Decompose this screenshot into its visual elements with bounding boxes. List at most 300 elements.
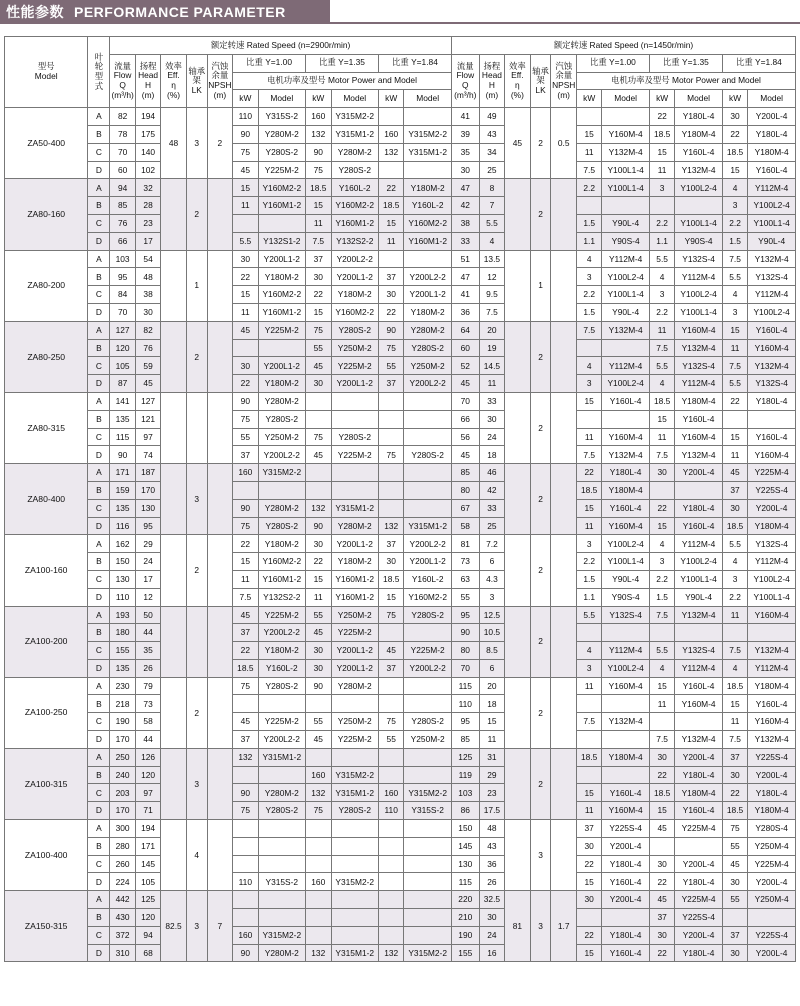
kw-2900: 22 bbox=[233, 535, 258, 553]
bearing-2900: 2 bbox=[186, 321, 207, 392]
model-name: ZA150-315 bbox=[5, 891, 88, 962]
kw-2900: 75 bbox=[306, 802, 331, 820]
motor-model-1450: Y200L-4 bbox=[748, 499, 796, 517]
motor-model-1450: Y112M-4 bbox=[602, 250, 649, 268]
header-rated-1450: 额定转速 Rated Speed (n=1450r/min) bbox=[451, 37, 795, 55]
impeller-letter: B bbox=[88, 909, 110, 927]
kw-2900: 110 bbox=[233, 108, 258, 126]
kw-2900: 132 bbox=[306, 944, 331, 962]
kw-1450: 30 bbox=[649, 855, 674, 873]
eff-1450 bbox=[505, 606, 530, 677]
kw-1450: 5.5 bbox=[649, 642, 674, 660]
kw-1450: 1.1 bbox=[576, 232, 601, 250]
motor-model-2900: Y160M1-2 bbox=[258, 303, 305, 321]
motor-model-1450 bbox=[602, 695, 649, 713]
kw-1450: 3 bbox=[649, 286, 674, 304]
impeller-letter: C bbox=[88, 926, 110, 944]
kw-2900: 132 bbox=[306, 125, 331, 143]
header-kw: kW bbox=[576, 90, 601, 108]
flow-1450: 45 bbox=[451, 446, 479, 464]
kw-1450: 15 bbox=[649, 410, 674, 428]
kw-2900: 22 bbox=[306, 286, 331, 304]
kw-2900: 45 bbox=[306, 446, 331, 464]
motor-model-1450: Y132S-4 bbox=[748, 268, 796, 286]
motor-model-2900: Y280M-2 bbox=[258, 392, 305, 410]
kw-1450 bbox=[649, 713, 674, 731]
motor-model-1450: Y180L-4 bbox=[748, 784, 796, 802]
npsh-2900: 7 bbox=[207, 891, 232, 962]
motor-model-1450: Y200L-4 bbox=[748, 766, 796, 784]
head-2900: 48 bbox=[135, 268, 160, 286]
head-1450: 7.5 bbox=[479, 303, 504, 321]
flow-1450: 70 bbox=[451, 392, 479, 410]
bearing-1450: 2 bbox=[530, 179, 551, 250]
impeller-letter: A bbox=[88, 108, 110, 126]
flow-1450: 41 bbox=[451, 286, 479, 304]
kw-1450 bbox=[576, 410, 601, 428]
motor-model-2900: Y180M-2 bbox=[258, 375, 305, 393]
npsh-2900 bbox=[207, 820, 232, 891]
kw-2900: 37 bbox=[378, 659, 403, 677]
head-2900: 125 bbox=[135, 891, 160, 909]
motor-model-1450: Y225M-4 bbox=[748, 464, 796, 482]
kw-1450: 45 bbox=[722, 464, 747, 482]
kw-1450 bbox=[649, 197, 674, 215]
motor-model-1450 bbox=[748, 624, 796, 642]
impeller-letter: D bbox=[88, 303, 110, 321]
flow-1450: 60 bbox=[451, 339, 479, 357]
motor-model-2900: Y280M-2 bbox=[331, 677, 378, 695]
motor-model-2900: Y315M1-2 bbox=[404, 517, 451, 535]
motor-model-1450 bbox=[602, 339, 649, 357]
motor-model-2900: Y280S-2 bbox=[331, 161, 378, 179]
motor-model-1450: Y180M-4 bbox=[675, 784, 722, 802]
kw-1450: 37 bbox=[649, 909, 674, 927]
impeller-letter: D bbox=[88, 731, 110, 749]
impeller-letter: B bbox=[88, 481, 110, 499]
kw-2900: 45 bbox=[233, 713, 258, 731]
flow-2900: 76 bbox=[110, 214, 135, 232]
title-cn: 性能参数 bbox=[6, 4, 64, 20]
table-row bbox=[5, 624, 796, 642]
motor-model-2900: Y200L2-2 bbox=[258, 731, 305, 749]
motor-model-2900: Y132S2-2 bbox=[331, 232, 378, 250]
motor-model-1450: Y160L-4 bbox=[748, 428, 796, 446]
kw-1450: 11 bbox=[649, 161, 674, 179]
motor-model-2900: Y180M-2 bbox=[258, 268, 305, 286]
kw-1450: 30 bbox=[722, 766, 747, 784]
kw-2900: 15 bbox=[306, 570, 331, 588]
kw-2900: 75 bbox=[233, 517, 258, 535]
flow-2900: 280 bbox=[110, 837, 135, 855]
flow-2900: 193 bbox=[110, 606, 135, 624]
motor-model-1450: Y180L-4 bbox=[748, 125, 796, 143]
kw-2900 bbox=[306, 481, 331, 499]
head-2900: 82 bbox=[135, 321, 160, 339]
kw-2900: 18.5 bbox=[378, 197, 403, 215]
motor-model-2900: Y200L1-2 bbox=[258, 250, 305, 268]
motor-model-2900 bbox=[404, 855, 451, 873]
motor-model-1450: Y132M-4 bbox=[675, 161, 722, 179]
kw-2900: 90 bbox=[233, 392, 258, 410]
motor-model-2900: Y160M2-2 bbox=[258, 286, 305, 304]
header-npsh-1450: 汽蚀余量 NPSH (m) bbox=[551, 54, 576, 107]
kw-2900: 30 bbox=[233, 357, 258, 375]
table-row bbox=[5, 517, 796, 535]
motor-model-2900 bbox=[404, 820, 451, 838]
head-2900: 29 bbox=[135, 535, 160, 553]
impeller-letter: A bbox=[88, 321, 110, 339]
kw-1450: 15 bbox=[649, 143, 674, 161]
motor-model-2900: Y160L-2 bbox=[404, 570, 451, 588]
kw-1450: 7.5 bbox=[576, 321, 601, 339]
motor-model-2900: Y280S-2 bbox=[404, 339, 451, 357]
kw-1450: 7.5 bbox=[649, 731, 674, 749]
motor-model-1450: Y132S-4 bbox=[602, 606, 649, 624]
header-rated-2900: 额定转速 Rated Speed (n=2900r/min) bbox=[110, 37, 452, 55]
motor-model-1450: Y132M-4 bbox=[675, 339, 722, 357]
motor-model-2900: Y160L-2 bbox=[331, 179, 378, 197]
kw-1450: 11 bbox=[722, 606, 747, 624]
kw-2900: 160 bbox=[233, 926, 258, 944]
kw-1450: 45 bbox=[649, 891, 674, 909]
motor-model-2900 bbox=[258, 695, 305, 713]
eff-2900 bbox=[161, 179, 186, 250]
npsh-1450 bbox=[551, 464, 576, 535]
npsh-2900 bbox=[207, 321, 232, 392]
kw-1450: 22 bbox=[722, 392, 747, 410]
flow-2900: 103 bbox=[110, 250, 135, 268]
head-2900: 28 bbox=[135, 197, 160, 215]
motor-model-1450: Y100L1-4 bbox=[748, 214, 796, 232]
flow-2900: 170 bbox=[110, 802, 135, 820]
head-1450: 12 bbox=[479, 268, 504, 286]
kw-2900: 15 bbox=[306, 197, 331, 215]
header-bearing-1450: 轴承架 LK bbox=[530, 54, 551, 107]
motor-model-1450: Y225M-4 bbox=[675, 820, 722, 838]
impeller-letter: C bbox=[88, 357, 110, 375]
model-name: ZA80-250 bbox=[5, 321, 88, 392]
bearing-2900: 2 bbox=[186, 179, 207, 250]
head-2900: 171 bbox=[135, 837, 160, 855]
npsh-1450 bbox=[551, 606, 576, 677]
flow-1450: 39 bbox=[451, 125, 479, 143]
kw-1450: 22 bbox=[649, 108, 674, 126]
motor-model-2900 bbox=[331, 837, 378, 855]
table-row bbox=[5, 837, 796, 855]
table-row bbox=[5, 286, 796, 304]
kw-2900: 75 bbox=[378, 339, 403, 357]
kw-1450 bbox=[576, 766, 601, 784]
motor-model-1450: Y180L-4 bbox=[675, 766, 722, 784]
kw-1450: 22 bbox=[649, 873, 674, 891]
head-2900: 170 bbox=[135, 481, 160, 499]
motor-model-2900: Y250M-2 bbox=[331, 606, 378, 624]
motor-model-2900 bbox=[404, 410, 451, 428]
kw-1450: 30 bbox=[649, 926, 674, 944]
kw-1450: 4 bbox=[722, 179, 747, 197]
motor-model-2900: Y180M-2 bbox=[404, 303, 451, 321]
kw-1450: 4 bbox=[576, 250, 601, 268]
kw-2900: 132 bbox=[306, 784, 331, 802]
motor-model-2900: Y280S-2 bbox=[258, 677, 305, 695]
kw-1450: 7.5 bbox=[722, 731, 747, 749]
motor-model-2900: Y200L1-2 bbox=[331, 642, 378, 660]
motor-model-2900 bbox=[258, 766, 305, 784]
impeller-letter: D bbox=[88, 446, 110, 464]
head-2900: 121 bbox=[135, 410, 160, 428]
kw-2900 bbox=[378, 891, 403, 909]
head-1450: 49 bbox=[479, 108, 504, 126]
kw-1450 bbox=[722, 909, 747, 927]
impeller-letter: A bbox=[88, 464, 110, 482]
motor-model-2900: Y250M-2 bbox=[404, 357, 451, 375]
flow-1450: 45 bbox=[451, 375, 479, 393]
motor-model-2900: Y160L-2 bbox=[258, 659, 305, 677]
motor-model-2900 bbox=[331, 410, 378, 428]
motor-model-1450: Y100L1-4 bbox=[675, 214, 722, 232]
table-row bbox=[5, 766, 796, 784]
kw-2900: 90 bbox=[306, 143, 331, 161]
kw-2900: 30 bbox=[306, 268, 331, 286]
motor-model-2900 bbox=[331, 820, 378, 838]
motor-model-1450: Y180L-4 bbox=[748, 392, 796, 410]
motor-model-1450: Y132M-4 bbox=[675, 606, 722, 624]
motor-model-2900: Y200L1-2 bbox=[258, 357, 305, 375]
motor-model-2900: Y200L1-2 bbox=[331, 375, 378, 393]
table-row bbox=[5, 873, 796, 891]
motor-model-2900 bbox=[404, 873, 451, 891]
bearing-1450: 2 bbox=[530, 108, 551, 179]
motor-model-1450 bbox=[675, 481, 722, 499]
motor-model-1450: Y100L2-4 bbox=[748, 570, 796, 588]
motor-model-1450: Y100L2-4 bbox=[748, 197, 796, 215]
kw-2900: 75 bbox=[233, 677, 258, 695]
kw-1450: 7.5 bbox=[649, 339, 674, 357]
kw-1450: 2.2 bbox=[649, 303, 674, 321]
head-1450: 11 bbox=[479, 731, 504, 749]
flow-1450: 110 bbox=[451, 695, 479, 713]
table-row bbox=[5, 197, 796, 215]
eff-2900 bbox=[161, 606, 186, 677]
flow-1450: 42 bbox=[451, 197, 479, 215]
motor-model-2900: Y315M2-2 bbox=[404, 944, 451, 962]
motor-model-2900 bbox=[404, 624, 451, 642]
impeller-letter: C bbox=[88, 428, 110, 446]
motor-model-2900 bbox=[404, 108, 451, 126]
motor-model-2900: Y280S-2 bbox=[258, 802, 305, 820]
kw-1450: 18.5 bbox=[649, 392, 674, 410]
motor-model-1450: Y160L-4 bbox=[675, 143, 722, 161]
kw-2900 bbox=[306, 837, 331, 855]
performance-table bbox=[4, 36, 796, 962]
motor-model-2900: Y315M2-2 bbox=[331, 108, 378, 126]
npsh-2900 bbox=[207, 606, 232, 677]
kw-2900 bbox=[378, 926, 403, 944]
impeller-letter: C bbox=[88, 855, 110, 873]
kw-2900: 132 bbox=[378, 944, 403, 962]
head-1450: 25 bbox=[479, 161, 504, 179]
npsh-1450 bbox=[551, 748, 576, 819]
impeller-letter: B bbox=[88, 766, 110, 784]
npsh-2900 bbox=[207, 677, 232, 748]
header-sg3-1450: 比重 Y=1.84 bbox=[722, 54, 795, 72]
head-1450: 8.5 bbox=[479, 642, 504, 660]
kw-1450: 1.1 bbox=[576, 588, 601, 606]
kw-2900: 11 bbox=[233, 197, 258, 215]
head-1450: 42 bbox=[479, 481, 504, 499]
flow-1450: 80 bbox=[451, 481, 479, 499]
table-row bbox=[5, 588, 796, 606]
kw-2900 bbox=[233, 766, 258, 784]
flow-1450: 86 bbox=[451, 802, 479, 820]
kw-1450: 2.2 bbox=[576, 286, 601, 304]
bearing-2900: 4 bbox=[186, 820, 207, 891]
flow-2900: 300 bbox=[110, 820, 135, 838]
motor-model-1450 bbox=[602, 108, 649, 126]
kw-1450: 11 bbox=[722, 339, 747, 357]
motor-model-2900: Y180M-2 bbox=[331, 286, 378, 304]
impeller-letter: A bbox=[88, 179, 110, 197]
head-2900: 175 bbox=[135, 125, 160, 143]
motor-model-2900: Y200L1-2 bbox=[331, 535, 378, 553]
motor-model-1450: Y180L-4 bbox=[602, 855, 649, 873]
kw-1450 bbox=[649, 481, 674, 499]
kw-1450: 30 bbox=[576, 891, 601, 909]
kw-2900: 55 bbox=[306, 339, 331, 357]
kw-1450: 2.2 bbox=[722, 214, 747, 232]
kw-1450: 11 bbox=[722, 446, 747, 464]
npsh-1450 bbox=[551, 392, 576, 463]
npsh-1450 bbox=[551, 535, 576, 606]
kw-1450: 15 bbox=[576, 873, 601, 891]
kw-2900 bbox=[378, 481, 403, 499]
header-kw: kW bbox=[233, 90, 258, 108]
flow-2900: 110 bbox=[110, 588, 135, 606]
table-row bbox=[5, 731, 796, 749]
kw-2900: 45 bbox=[233, 606, 258, 624]
head-1450: 5.5 bbox=[479, 214, 504, 232]
flow-1450: 73 bbox=[451, 553, 479, 571]
flow-1450: 95 bbox=[451, 606, 479, 624]
kw-2900: 11 bbox=[233, 570, 258, 588]
kw-1450: 30 bbox=[722, 499, 747, 517]
motor-model-1450: Y200L-4 bbox=[675, 855, 722, 873]
kw-1450 bbox=[649, 837, 674, 855]
motor-model-2900: Y250M-2 bbox=[331, 339, 378, 357]
head-1450: 36 bbox=[479, 855, 504, 873]
flow-2900: 203 bbox=[110, 784, 135, 802]
impeller-letter: C bbox=[88, 642, 110, 660]
kw-2900: 22 bbox=[306, 553, 331, 571]
kw-1450: 7.5 bbox=[722, 642, 747, 660]
kw-2900: 30 bbox=[378, 553, 403, 571]
head-1450: 18 bbox=[479, 446, 504, 464]
motor-model-2900 bbox=[404, 695, 451, 713]
kw-2900: 30 bbox=[233, 250, 258, 268]
head-2900: 30 bbox=[135, 303, 160, 321]
table-row bbox=[5, 464, 796, 482]
motor-model-1450: Y180M-4 bbox=[675, 392, 722, 410]
motor-model-1450: Y160L-4 bbox=[602, 499, 649, 517]
motor-model-2900: Y200L2-2 bbox=[331, 250, 378, 268]
motor-model-1450: Y132M-4 bbox=[602, 446, 649, 464]
header-npsh-2900: 汽蚀余量 NPSH (m) bbox=[207, 54, 232, 107]
kw-2900: 160 bbox=[378, 125, 403, 143]
bearing-2900: 3 bbox=[186, 108, 207, 179]
kw-1450: 75 bbox=[722, 820, 747, 838]
head-1450: 43 bbox=[479, 837, 504, 855]
kw-2900 bbox=[378, 695, 403, 713]
head-1450: 14.5 bbox=[479, 357, 504, 375]
table-row bbox=[5, 303, 796, 321]
head-1450: 6 bbox=[479, 659, 504, 677]
table-row bbox=[5, 677, 796, 695]
bearing-2900: 1 bbox=[186, 250, 207, 321]
motor-model-2900: Y225M-2 bbox=[258, 606, 305, 624]
head-2900: 140 bbox=[135, 143, 160, 161]
bearing-2900: 3 bbox=[186, 464, 207, 535]
flow-1450: 103 bbox=[451, 784, 479, 802]
model-name: ZA100-160 bbox=[5, 535, 88, 606]
flow-2900: 135 bbox=[110, 410, 135, 428]
kw-1450: 15 bbox=[722, 695, 747, 713]
flow-1450: 67 bbox=[451, 499, 479, 517]
motor-model-2900 bbox=[258, 214, 305, 232]
head-2900: 12 bbox=[135, 588, 160, 606]
kw-1450: 4 bbox=[576, 357, 601, 375]
kw-1450: 2.2 bbox=[576, 553, 601, 571]
kw-2900: 110 bbox=[378, 802, 403, 820]
kw-2900: 11 bbox=[306, 588, 331, 606]
kw-1450: 7.5 bbox=[722, 357, 747, 375]
flow-2900: 85 bbox=[110, 197, 135, 215]
head-2900: 120 bbox=[135, 909, 160, 927]
motor-model-2900: Y315S-2 bbox=[258, 873, 305, 891]
kw-1450: 30 bbox=[576, 837, 601, 855]
head-1450: 24 bbox=[479, 428, 504, 446]
motor-model-1450: Y160M-4 bbox=[748, 446, 796, 464]
flow-1450: 95 bbox=[451, 713, 479, 731]
impeller-letter: B bbox=[88, 125, 110, 143]
flow-1450: 38 bbox=[451, 214, 479, 232]
motor-model-1450: Y100L2-4 bbox=[675, 179, 722, 197]
motor-model-2900: Y225M-2 bbox=[258, 713, 305, 731]
eff-2900 bbox=[161, 250, 186, 321]
motor-model-1450: Y90L-4 bbox=[748, 232, 796, 250]
motor-model-2900: Y315M1-2 bbox=[258, 748, 305, 766]
kw-1450: 5.5 bbox=[649, 357, 674, 375]
motor-model-1450: Y200L-4 bbox=[602, 891, 649, 909]
kw-1450: 7.5 bbox=[722, 250, 747, 268]
motor-model-2900: Y160M2-2 bbox=[331, 303, 378, 321]
impeller-letter: A bbox=[88, 392, 110, 410]
motor-model-1450: Y100L2-4 bbox=[602, 659, 649, 677]
head-2900: 102 bbox=[135, 161, 160, 179]
flow-1450: 63 bbox=[451, 570, 479, 588]
header-kw: kW bbox=[378, 90, 403, 108]
bearing-1450: 2 bbox=[530, 321, 551, 392]
impeller-letter: A bbox=[88, 677, 110, 695]
motor-model-1450: Y180L-4 bbox=[675, 873, 722, 891]
kw-2900: 90 bbox=[306, 517, 331, 535]
flow-2900: 141 bbox=[110, 392, 135, 410]
kw-1450 bbox=[576, 339, 601, 357]
header-sg1-1450: 比重 Y=1.00 bbox=[576, 54, 649, 72]
head-2900: 145 bbox=[135, 855, 160, 873]
table-row bbox=[5, 143, 796, 161]
kw-1450: 22 bbox=[722, 784, 747, 802]
